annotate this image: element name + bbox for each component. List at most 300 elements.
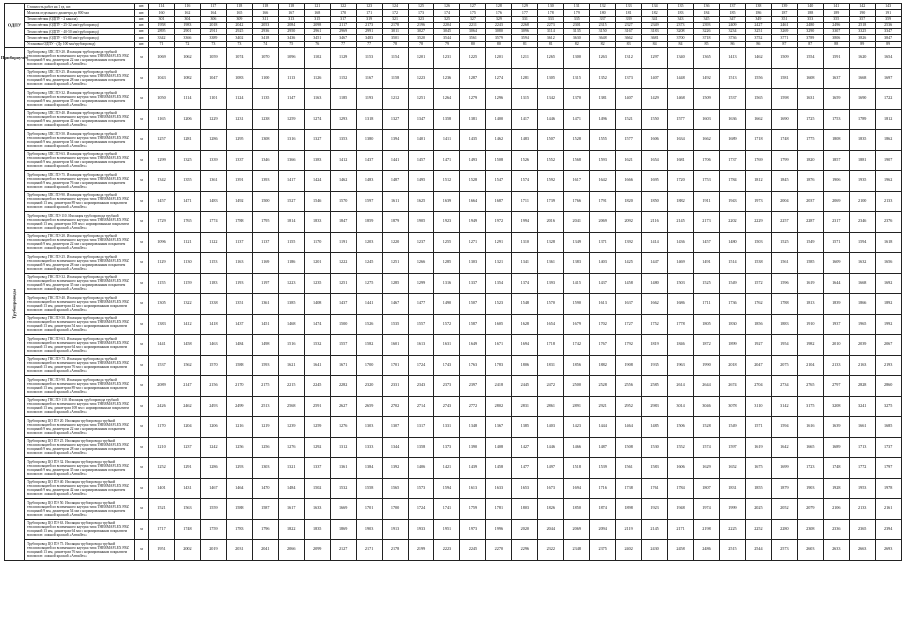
- header-value-cell: 341: [642, 16, 668, 22]
- header-value-cell: 186: [745, 10, 771, 16]
- header-value-cell: 139: [771, 4, 797, 10]
- value-cell: 1910: [797, 314, 823, 335]
- header-value-cell: 85: [694, 41, 720, 47]
- value-cell: 1701: [382, 355, 408, 376]
- header-value-cell: 3736: [719, 35, 745, 41]
- header-value-cell: 315: [304, 16, 330, 22]
- value-cell: 2178: [382, 540, 408, 561]
- value-cell: 2659: [356, 396, 382, 417]
- value-cell: 1789: [849, 109, 875, 130]
- value-cell: 1613: [590, 294, 616, 315]
- value-cell: 1668: [849, 68, 875, 89]
- value-cell: 1557: [330, 335, 356, 356]
- value-cell: 1568: [564, 150, 590, 171]
- row-description: Трубопровод ЦО ПЭ 20. Изоляция трубопровода трубной теплоизоляцией из вспененного каучука типа THERMAFLEX FRZ толщиной 9 мм, диаметром 22 мм с нормированным покрытием вспомогат. ложной краской «Armaflex»: [25, 417, 135, 438]
- value-cell: 2069: [823, 191, 849, 212]
- value-cell: 1471: [564, 109, 590, 130]
- value-cell: 1169: [252, 253, 278, 274]
- value-cell: 1601: [382, 335, 408, 356]
- table-row: [5, 417, 902, 438]
- header-value-cell: 3847: [875, 35, 901, 41]
- value-cell: 3014: [668, 396, 694, 417]
- value-cell: 1502: [304, 478, 330, 499]
- value-cell: 1661: [849, 417, 875, 438]
- header-value-cell: 165: [226, 10, 252, 16]
- value-cell: 2861: [538, 396, 564, 417]
- value-cell: 2039: [849, 335, 875, 356]
- value-cell: 1654: [538, 314, 564, 335]
- value-cell: 1373: [434, 437, 460, 458]
- value-cell: 2591: [304, 396, 330, 417]
- value-cell: 3241: [849, 396, 875, 417]
- value-cell: 1365: [694, 48, 720, 69]
- value-cell: 1154: [382, 48, 408, 69]
- header-value-cell: 317: [330, 16, 356, 22]
- value-cell: 1391: [226, 171, 252, 192]
- header-value-cell: 3771: [771, 35, 797, 41]
- header-value-cell: 84: [642, 41, 668, 47]
- value-cell: 1613: [460, 478, 486, 499]
- value-cell: 1722: [875, 89, 901, 110]
- row-unit: м: [135, 478, 149, 499]
- value-cell: 1492: [694, 68, 720, 89]
- value-cell: 1572: [745, 273, 771, 294]
- row-unit: м: [135, 253, 149, 274]
- value-cell: 1383: [149, 314, 175, 335]
- header-row-label: Теплосчётчик (ОДПУ - 25-32 мм/трубопровод): [25, 22, 135, 28]
- value-cell: 1585: [797, 253, 823, 274]
- value-cell: 1355: [174, 171, 200, 192]
- value-cell: 1654: [642, 150, 668, 171]
- value-cell: 1263: [590, 48, 616, 69]
- header-value-cell: 184: [694, 10, 720, 16]
- value-cell: 1876: [797, 171, 823, 192]
- row-description: Трубопровод ЗПС ПЭ 110. Изоляция трубопровода трубной теплоизоляцией из вспененного каучука типа THERMAFLEX FRZ толщиной 13 мм, диаметром 108 мм с нормированным покрытием вспомогат. ложной краской «Armaflex»: [25, 212, 135, 233]
- header-value-cell: 2178: [382, 22, 408, 28]
- value-cell: 1528: [564, 130, 590, 151]
- value-cell: 1286: [200, 458, 226, 479]
- value-cell: 1784: [668, 478, 694, 499]
- value-cell: 1310: [512, 232, 538, 253]
- row-unit: м: [135, 273, 149, 294]
- header-value-cell: 177: [512, 10, 538, 16]
- value-cell: 1687: [486, 191, 512, 212]
- row-group-cell: [0, 48, 29, 561]
- value-cell: 2079: [797, 499, 823, 520]
- header-value-cell: 2042: [226, 22, 252, 28]
- value-cell: 1954: [771, 335, 797, 356]
- value-cell: 1518: [564, 458, 590, 479]
- value-cell: 1903: [356, 519, 382, 540]
- value-cell: 1170: [304, 232, 330, 253]
- value-cell: 1317: [408, 417, 434, 438]
- value-cell: 1256: [226, 437, 252, 458]
- value-cell: 2743: [434, 396, 460, 417]
- value-cell: 1598: [771, 89, 797, 110]
- value-cell: 1281: [174, 130, 200, 151]
- value-cell: 1662: [694, 130, 720, 151]
- header-value-cell: 118: [278, 4, 304, 10]
- header-value-cell: 73: [226, 41, 252, 47]
- value-cell: 2047: [745, 355, 771, 376]
- value-cell: 1951: [149, 540, 175, 561]
- value-cell: 1255: [434, 232, 460, 253]
- value-cell: 2104: [797, 355, 823, 376]
- table-row: [5, 396, 902, 417]
- value-cell: 1468: [668, 89, 694, 110]
- value-cell: 1633: [486, 478, 512, 499]
- value-cell: 1413: [719, 48, 745, 69]
- value-cell: 1772: [849, 458, 875, 479]
- value-cell: 1783: [486, 355, 512, 376]
- value-cell: 1158: [382, 68, 408, 89]
- value-cell: 1446: [538, 109, 564, 130]
- row-unit: м: [135, 171, 149, 192]
- value-cell: 3142: [771, 396, 797, 417]
- header-value-cell: 2496: [823, 22, 849, 28]
- value-cell: 1114: [174, 89, 200, 110]
- table-row: [5, 294, 902, 315]
- header-value-cell: 118: [252, 4, 278, 10]
- value-cell: 1555: [590, 130, 616, 151]
- value-cell: 1990: [694, 355, 720, 376]
- header-value-cell: 128: [486, 4, 512, 10]
- value-cell: 1457: [149, 191, 175, 212]
- value-cell: 2365: [849, 519, 875, 540]
- value-cell: 1222: [330, 253, 356, 274]
- value-cell: 1820: [616, 191, 642, 212]
- header-value-cell: 3579: [486, 35, 512, 41]
- value-cell: 2225: [719, 519, 745, 540]
- value-cell: 1654: [875, 48, 901, 69]
- value-cell: 1911: [694, 191, 720, 212]
- header-value-cell: 2204: [434, 22, 460, 28]
- row-description: Трубопровод ГВС ПЭ 50. Изоляция трубопровода трубной теплоизоляцией из вспененного каучука типа THERMAFLEX FRZ толщиной 13 мм, диаметром 54 мм с нормированным покрытием вспомогат. ложной краской «Armaflex»: [25, 314, 135, 335]
- value-cell: 1666: [616, 171, 642, 192]
- value-cell: 2044: [538, 519, 564, 540]
- header-value-cell: 3251: [745, 29, 771, 35]
- header-value-cell: 80: [460, 41, 486, 47]
- value-cell: 1763: [460, 355, 486, 376]
- header-value-cell: 72: [174, 41, 200, 47]
- header-value-cell: 181: [616, 10, 642, 16]
- value-cell: 1675: [745, 458, 771, 479]
- value-cell: 1083: [226, 68, 252, 89]
- value-cell: 2156: [200, 376, 226, 397]
- value-cell: 2193: [875, 355, 901, 376]
- value-cell: 2270: [486, 540, 512, 561]
- value-cell: 1775: [797, 130, 823, 151]
- value-cell: 1593: [252, 355, 278, 376]
- value-cell: 1423: [564, 417, 590, 438]
- value-cell: 1361: [330, 458, 356, 479]
- row-unit: м: [135, 109, 149, 130]
- header-value-cell: 164: [200, 10, 226, 16]
- value-cell: 2426: [149, 396, 175, 417]
- value-cell: 1408: [304, 294, 330, 315]
- header-value-cell: 3826: [849, 35, 875, 41]
- table-row: [5, 232, 902, 253]
- header-value-cell: 306: [200, 16, 226, 22]
- value-cell: 1401: [408, 130, 434, 151]
- value-cell: 2282: [330, 376, 356, 397]
- value-cell: 1296: [486, 89, 512, 110]
- value-cell: 1469: [668, 253, 694, 274]
- header-value-cell: 132: [590, 4, 616, 10]
- row-description: Трубопровод ГВС ПЭ 20. Изоляция трубопровода трубной теплоизоляцией из вспененного каучука типа THERMAFLEX FRZ толщиной 9 мм, диаметром 22 мм с нормированным покрытием вспомогат. ложной краской «Armaflex»: [25, 232, 135, 253]
- value-cell: 1933: [408, 519, 434, 540]
- header-value-cell: 2018: [200, 22, 226, 28]
- header-value-cell: 172: [382, 10, 408, 16]
- header-value-cell: 114: [149, 4, 175, 10]
- row-unit: м: [135, 417, 149, 438]
- value-cell: 1223: [408, 68, 434, 89]
- value-cell: 1671: [330, 355, 356, 376]
- value-cell: 1491: [694, 253, 720, 274]
- value-cell: 2116: [642, 212, 668, 233]
- header-value-cell: 304: [174, 16, 200, 22]
- value-cell: 1528: [694, 417, 720, 438]
- table-row: [5, 335, 902, 356]
- value-cell: 1082: [174, 68, 200, 89]
- value-cell: 1994: [512, 212, 538, 233]
- value-cell: 2633: [823, 540, 849, 561]
- value-cell: 1381: [590, 89, 616, 110]
- value-cell: 1813: [797, 294, 823, 315]
- value-cell: 1508: [486, 150, 512, 171]
- value-cell: 1690: [849, 89, 875, 110]
- value-cell: 1552: [538, 150, 564, 171]
- header-value-cell: 3342: [149, 35, 175, 41]
- value-cell: 1462: [486, 130, 512, 151]
- value-cell: 1435: [460, 130, 486, 151]
- value-cell: 1577: [668, 109, 694, 130]
- value-cell: 1556: [745, 68, 771, 89]
- value-cell: 1493: [460, 150, 486, 171]
- header-value-cell: 190: [849, 10, 875, 16]
- header-value-cell: 168: [304, 10, 330, 16]
- header-value-cell: 77: [330, 41, 356, 47]
- value-cell: 1992: [875, 314, 901, 335]
- table-row: [5, 273, 902, 294]
- value-cell: 1464: [616, 417, 642, 438]
- value-cell: 1552: [668, 437, 694, 458]
- value-cell: 1973: [460, 519, 486, 540]
- header-value-cell: 2536: [875, 22, 901, 28]
- value-cell: 2199: [408, 540, 434, 561]
- value-cell: 1608: [797, 68, 823, 89]
- header-value-cell: 166: [252, 10, 278, 16]
- header-value-cell: 121: [304, 4, 330, 10]
- value-cell: 2252: [745, 519, 771, 540]
- value-cell: 1549: [719, 417, 745, 438]
- header-value-cell: 84: [668, 41, 694, 47]
- value-cell: 2376: [875, 212, 901, 233]
- header-value-cell: 3307: [823, 29, 849, 35]
- value-cell: 1274: [486, 68, 512, 89]
- value-cell: 1999: [719, 499, 745, 520]
- value-cell: 1701: [356, 499, 382, 520]
- value-cell: 1866: [849, 294, 875, 315]
- value-cell: 1724: [408, 355, 434, 376]
- value-cell: 1616: [797, 417, 823, 438]
- value-cell: 1342: [538, 89, 564, 110]
- row-description: Трубопровод ГВС ПЭ 63. Изоляция трубопровода трубной теплоизоляцией из вспененного каучука типа THERMAFLEX FRZ толщиной 13 мм, диаметром 64 мм с нормированным покрытием вспомогат. ложной краской «Armaflex»: [25, 335, 135, 356]
- value-cell: 1340: [668, 48, 694, 69]
- value-cell: 1639: [823, 417, 849, 438]
- value-cell: 1702: [590, 314, 616, 335]
- value-cell: 2394: [875, 519, 901, 540]
- table-row: [5, 458, 902, 479]
- value-cell: 3175: [797, 396, 823, 417]
- value-cell: 3078: [719, 396, 745, 417]
- value-cell: 1429: [642, 89, 668, 110]
- header-value-cell: 349: [745, 16, 771, 22]
- value-cell: 1439: [460, 458, 486, 479]
- value-cell: 1639: [434, 191, 460, 212]
- value-cell: 1565: [745, 89, 771, 110]
- value-cell: 1384: [356, 458, 382, 479]
- value-cell: 1882: [590, 355, 616, 376]
- row-description: Трубопровод ЗПС ПЭ 50. Изоляция трубопровода трубной теплоизоляцией из вспененного каучука типа THERMAFLEX FRZ толщиной 9 мм, диаметром 54 мм с нормированным покрытием вспомогат. ложной краской «Armaflex»: [25, 130, 135, 151]
- header-value-cell: 3027: [408, 29, 434, 35]
- header-value-cell: 2053: [252, 22, 278, 28]
- value-cell: 1441: [149, 335, 175, 356]
- value-cell: 1245: [356, 253, 382, 274]
- value-cell: 1573: [408, 478, 434, 499]
- value-cell: 1718: [745, 130, 771, 151]
- value-cell: 1464: [226, 478, 252, 499]
- value-cell: 1609: [823, 253, 849, 274]
- header-value-cell: 319: [356, 16, 382, 22]
- value-cell: 1725: [797, 109, 823, 130]
- value-cell: 1348: [460, 417, 486, 438]
- header-value-cell: 141: [823, 4, 849, 10]
- value-cell: 1662: [745, 109, 771, 130]
- value-cell: 1303: [460, 253, 486, 274]
- value-cell: 1692: [875, 273, 901, 294]
- header-value-cell: 71: [149, 41, 175, 47]
- value-cell: 1700: [382, 499, 408, 520]
- header-value-cell: 122: [330, 4, 356, 10]
- value-cell: 1697: [875, 68, 901, 89]
- header-value-cell: 116: [174, 4, 200, 10]
- value-cell: 1621: [278, 355, 304, 376]
- value-cell: 1163: [304, 89, 330, 110]
- header-value-cell: 167: [278, 10, 304, 16]
- value-cell: 1521: [149, 499, 175, 520]
- value-cell: 1281: [512, 68, 538, 89]
- value-cell: 2373: [434, 376, 460, 397]
- row-unit: м: [135, 335, 149, 356]
- header-value-cell: 134: [642, 4, 668, 10]
- value-cell: 2287: [797, 212, 823, 233]
- value-cell: 1700: [356, 355, 382, 376]
- row-unit: м: [135, 232, 149, 253]
- value-cell: 1649: [460, 335, 486, 356]
- value-cell: 1274: [304, 109, 330, 130]
- value-cell: 1305: [149, 294, 175, 315]
- header-value-cell: 2480: [797, 22, 823, 28]
- header-value-cell: 3011: [382, 29, 408, 35]
- value-cell: 1135: [252, 89, 278, 110]
- value-cell: 1673: [538, 478, 564, 499]
- value-cell: 2002: [174, 540, 200, 561]
- value-cell: 1392: [616, 232, 642, 253]
- value-cell: 1349: [564, 232, 590, 253]
- value-cell: 2528: [590, 376, 616, 397]
- header-value-cell: 3806: [823, 35, 849, 41]
- value-cell: 1259: [278, 109, 304, 130]
- value-cell: 2714: [408, 396, 434, 417]
- value-cell: 1699: [771, 458, 797, 479]
- value-cell: 1424: [304, 171, 330, 192]
- row-description: Трубопровод ЗПС ПЭ 63. Изоляция трубопровода трубной теплоизоляцией из вспененного каучука типа THERMAFLEX FRZ толщиной 9 мм, диаметром 64 мм с нормированным покрытием вспомогат. ложной краской «Armaflex»: [25, 150, 135, 171]
- header-value-cell: 173: [408, 10, 434, 16]
- value-cell: 1312: [330, 437, 356, 458]
- row-description: Трубопровод ЗПС ПЭ 90. Изоляция трубопровода трубной теплоизоляцией из вспененного каучука типа THERMAFLEX FRZ толщиной 13 мм, диаметром 89 мм с нормированным покрытием вспомогат. ложной краской «Armaflex»: [25, 191, 135, 212]
- header-value-cell: 339: [616, 16, 642, 22]
- value-cell: 1237: [408, 232, 434, 253]
- value-cell: 1565: [382, 478, 408, 499]
- value-cell: 1972: [486, 212, 512, 233]
- header-value-cell: 2969: [330, 29, 356, 35]
- value-cell: 1617: [564, 171, 590, 192]
- value-cell: 1153: [200, 253, 226, 274]
- value-cell: 1337: [226, 150, 252, 171]
- header-value-cell: 185: [719, 10, 745, 16]
- value-cell: 1759: [200, 519, 226, 540]
- header-value-cell: 2911: [200, 29, 226, 35]
- header-value-cell: 3700: [668, 35, 694, 41]
- value-cell: 1480: [719, 232, 745, 253]
- value-cell: 1417: [278, 171, 304, 192]
- header-row-label: Теплосчётчик (ОДПУ - 40-50 мм/трубопровод): [25, 29, 135, 35]
- value-cell: 2765: [797, 376, 823, 397]
- value-cell: 1637: [616, 294, 642, 315]
- value-cell: 1477: [512, 458, 538, 479]
- value-cell: 1328: [538, 232, 564, 253]
- header-value-cell: 3561: [460, 35, 486, 41]
- value-cell: 1490: [434, 294, 460, 315]
- value-cell: 1155: [149, 273, 175, 294]
- value-cell: 1415: [564, 273, 590, 294]
- header-value-cell: 2427: [745, 22, 771, 28]
- value-cell: 1625: [408, 191, 434, 212]
- value-cell: 1562: [174, 355, 200, 376]
- header-group-label: ОДПУ: [7, 22, 22, 28]
- value-cell: 2445: [512, 376, 538, 397]
- value-cell: 2320: [356, 376, 382, 397]
- value-cell: 1155: [278, 232, 304, 253]
- value-cell: 1216: [226, 417, 252, 438]
- value-cell: 1163: [226, 253, 252, 274]
- header-row-label: Теплосчётчик (ОДПУ - 65-80 мм/трубопровод): [25, 35, 135, 41]
- value-cell: 1898: [616, 499, 642, 520]
- value-cell: 1392: [382, 458, 408, 479]
- header-value-cell: 182: [642, 10, 668, 16]
- value-cell: 2170: [226, 376, 252, 397]
- value-cell: 1590: [564, 294, 590, 315]
- value-cell: 1467: [200, 478, 226, 499]
- value-cell: 1236: [434, 68, 460, 89]
- value-cell: 1074: [226, 48, 252, 69]
- header-value-cell: 2461: [771, 22, 797, 28]
- value-cell: 1807: [694, 478, 720, 499]
- value-cell: 1862: [875, 130, 901, 151]
- value-cell: 1525: [694, 273, 720, 294]
- value-cell: 1662: [642, 294, 668, 315]
